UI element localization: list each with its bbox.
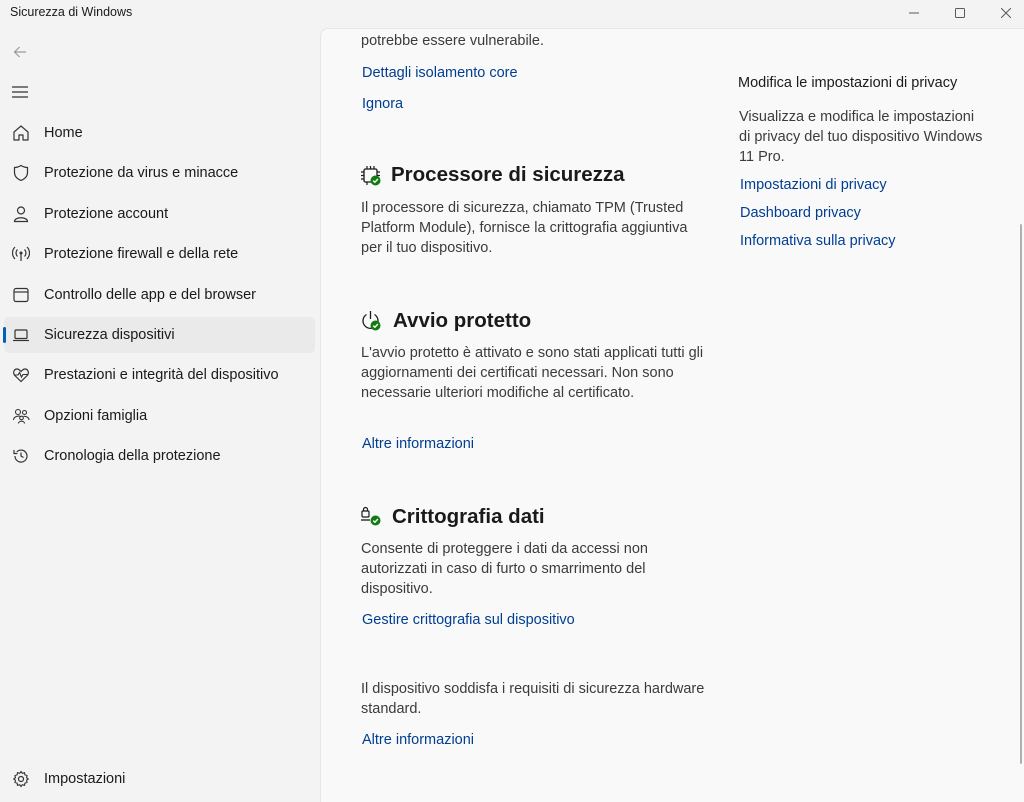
sidebar-item-label: Cronologia della protezione	[44, 448, 221, 464]
sidebar-item-label: Opzioni famiglia	[44, 408, 148, 424]
top-text: potrebbe essere vulnerabile.	[361, 33, 544, 49]
heart-pulse-icon	[11, 365, 31, 385]
minimize-button[interactable]	[891, 0, 937, 26]
secure-boot-title: Avvio protetto	[393, 309, 532, 332]
title-bar	[0, 0, 1024, 28]
privacy-settings-link[interactable]: Impostazioni di privacy	[740, 177, 887, 193]
chip-check-icon	[360, 165, 382, 187]
sidebar-item-home[interactable]	[4, 115, 315, 151]
maximize-button[interactable]	[937, 0, 983, 26]
sidebar-item-label: Impostazioni	[44, 771, 126, 787]
content-pane	[320, 28, 1024, 802]
manage-encryption-link[interactable]: Gestire crittografia sul dispositivo	[362, 612, 575, 628]
back-arrow-icon	[13, 45, 27, 59]
maximize-icon	[955, 8, 965, 18]
sidebar-item-firewall[interactable]	[4, 236, 315, 272]
sidebar	[0, 28, 320, 802]
encryption-title: Crittografia dati	[392, 505, 545, 528]
back-button[interactable]	[8, 40, 32, 64]
processor-description: Il processore di sicurezza, chiamato TPM (Trusted Platform Module), fornisce la crittografia aggiuntiva per il tuo dispositivo.	[361, 200, 688, 257]
processor-title: Processore di sicurezza	[391, 163, 625, 186]
privacy-statement-link[interactable]: Informativa sulla privacy	[740, 233, 896, 249]
sidebar-item-label: Prestazioni e integrità del dispositivo	[44, 367, 279, 383]
sidebar-item-label: Sicurezza dispositivi	[44, 327, 175, 343]
power-check-icon	[360, 310, 382, 332]
scrollbar[interactable]	[1020, 224, 1022, 764]
history-icon	[11, 446, 31, 466]
sidebar-item-label: Protezione da virus e minacce	[44, 165, 239, 181]
hardware-info-link[interactable]: Altre informazioni	[362, 732, 475, 748]
ignore-link[interactable]: Ignora	[362, 96, 404, 112]
gear-icon	[11, 769, 31, 789]
secure-boot-description: L'avvio protetto è attivato e sono stati applicati tutti gli aggiornamenti dei certificati necessari. Non sono necessarie ulteriori modifiche al certificato.	[361, 345, 704, 402]
hamburger-icon	[12, 85, 28, 99]
privacy-title: Modifica le impostazioni di privacy	[738, 75, 958, 91]
sidebar-item-settings[interactable]	[4, 761, 315, 797]
hardware-description: Il dispositivo soddisfa i requisiti di sicurezza hardware standard.	[361, 681, 705, 718]
sidebar-item-account-protection[interactable]	[4, 196, 315, 232]
person-icon	[11, 204, 31, 224]
laptop-icon	[11, 325, 31, 345]
privacy-dashboard-link[interactable]: Dashboard privacy	[740, 205, 861, 221]
hamburger-menu-button[interactable]	[8, 80, 32, 104]
sidebar-item-protection-history[interactable]	[4, 438, 315, 474]
encryption-check-icon	[360, 505, 382, 527]
sidebar-item-device-security[interactable]	[4, 317, 315, 353]
app-window-icon	[11, 285, 31, 305]
sidebar-item-label: Protezione firewall e della rete	[44, 246, 239, 262]
sidebar-item-virus-protection[interactable]	[4, 155, 315, 191]
sidebar-item-app-browser-control[interactable]	[4, 277, 315, 313]
shield-icon	[11, 163, 31, 183]
wifi-antenna-icon	[11, 244, 31, 264]
secure-boot-info-link[interactable]: Altre informazioni	[362, 436, 475, 452]
sidebar-item-label: Protezione account	[44, 206, 169, 222]
close-icon	[1001, 8, 1011, 18]
sidebar-item-label: Home	[44, 125, 83, 141]
home-icon	[11, 123, 31, 143]
sidebar-item-device-health[interactable]	[4, 357, 315, 393]
core-isolation-link[interactable]: Dettagli isolamento core	[362, 65, 518, 81]
app-title: Sicurezza di Windows	[10, 5, 133, 19]
sidebar-item-label: Controllo delle app e del browser	[44, 287, 256, 303]
family-icon	[11, 406, 31, 426]
encryption-description: Consente di proteggere i dati da accessi non autorizzati in caso di furto o smarrimento del dispositivo.	[361, 541, 648, 598]
sidebar-item-family-options[interactable]	[4, 398, 315, 434]
privacy-description: Visualizza e modifica le impostazioni di privacy del tuo dispositivo Windows 11 Pro.	[739, 109, 983, 166]
minimize-icon	[909, 8, 919, 18]
close-button[interactable]	[983, 0, 1024, 26]
